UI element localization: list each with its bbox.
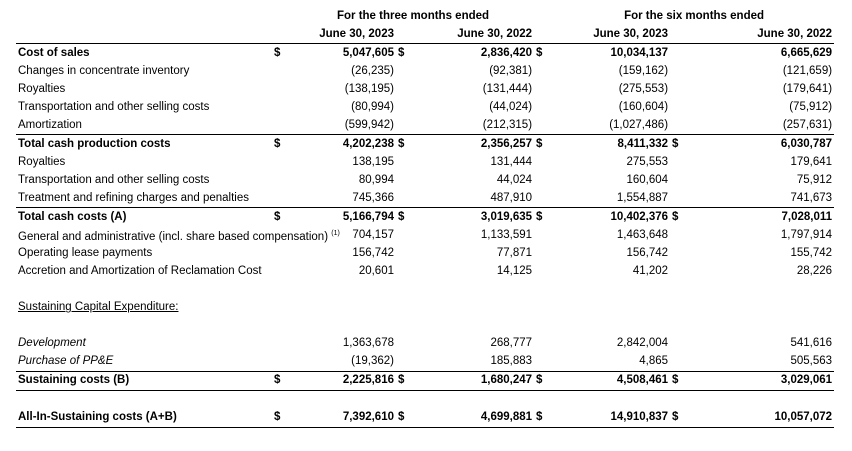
value-6m-2023: 14,910,837 [610, 411, 669, 424]
row-amortization [16, 116, 834, 135]
dollar-sign: $ [272, 208, 292, 227]
value-3m-2023: 138,195 [352, 155, 394, 168]
value-3m-2023: 156,742 [352, 247, 394, 260]
value-6m-2022: 155,742 [790, 247, 833, 260]
value-3m-2023: 5,166,794 [292, 208, 396, 227]
row-total-cash-costs [16, 208, 834, 227]
value-6m-2022: (75,912) [789, 100, 833, 113]
value-6m-2023: 4,508,461 [554, 371, 670, 390]
value-6m-2022: 28,226 [796, 265, 833, 278]
value-6m-2022: 10,057,072 [774, 411, 833, 424]
value-6m-2023: 8,411,332 [554, 135, 670, 154]
dollar-sign: $ [670, 371, 690, 390]
value-3m-2022: 131,444 [490, 155, 533, 168]
dollar-sign: $ [272, 44, 292, 63]
value-3m-2022: (131,444) [482, 82, 533, 95]
header-date-row [16, 25, 834, 44]
row-all-in-sustaining [16, 409, 834, 428]
value-3m-2023: 704,157 [352, 228, 394, 241]
section-heading: Sustaining Capital Expenditure: [18, 301, 179, 314]
value-6m-2023: 1,554,887 [616, 191, 669, 204]
col-6m-2022: June 30, 2022 [690, 25, 834, 44]
value-6m-2023: (160,604) [618, 100, 669, 113]
footnote-marker: (1) [331, 230, 340, 237]
row-label: Transportation and other selling costs [18, 173, 210, 186]
value-3m-2023: 20,601 [358, 265, 394, 278]
row-label: Total cash costs (A) [16, 208, 272, 227]
value-3m-2023: 2,225,816 [292, 371, 396, 390]
value-6m-2023: 160,604 [626, 173, 669, 186]
dollar-sign: $ [396, 208, 416, 227]
value-3m-2023: 4,202,238 [292, 135, 396, 154]
row-royalties-deduction [16, 80, 834, 98]
row-royalties [16, 153, 834, 171]
dollar-sign: $ [536, 411, 543, 424]
dollar-sign: $ [396, 135, 416, 154]
value-6m-2023: 10,034,137 [554, 44, 670, 63]
row-label: Amortization [18, 118, 82, 131]
row-label: All-In-Sustaining costs (A+B) [18, 411, 177, 424]
dollar-sign: $ [272, 135, 292, 154]
row-label: Operating lease payments [18, 247, 153, 260]
value-3m-2022: 2,356,257 [416, 135, 534, 154]
row-operating-lease [16, 245, 834, 263]
dollar-sign: $ [272, 371, 292, 390]
value-3m-2022: 4,699,881 [480, 411, 533, 424]
value-3m-2022: 44,024 [496, 173, 533, 186]
value-3m-2022: 1,680,247 [416, 371, 534, 390]
value-3m-2022: 185,883 [490, 355, 533, 368]
value-3m-2023: (80,994) [351, 100, 394, 113]
value-3m-2022: (212,315) [482, 118, 533, 131]
value-3m-2023: (138,195) [344, 82, 394, 95]
value-3m-2022: 14,125 [496, 265, 533, 278]
dollar-sign: $ [670, 208, 690, 227]
aisc-reconciliation-table [16, 7, 834, 433]
value-6m-2022: 741,673 [790, 191, 833, 204]
value-6m-2022: 179,641 [790, 155, 833, 168]
row-treatment [16, 189, 834, 208]
row-label: Royalties [18, 82, 66, 95]
value-6m-2022: 7,028,011 [690, 208, 834, 227]
row-total-cash-production [16, 135, 834, 154]
row-purchase-ppe [16, 353, 834, 372]
value-6m-2023: (159,162) [618, 64, 669, 77]
six-months-header: For the six months ended [624, 9, 765, 22]
header-group-row [16, 7, 834, 25]
value-6m-2023: 156,742 [626, 247, 669, 260]
value-3m-2023: 745,366 [352, 191, 394, 204]
value-3m-2023: 1,363,678 [342, 337, 394, 350]
row-cost-of-sales [16, 44, 834, 63]
row-label: Treatment and refining charges and penalties [18, 191, 249, 204]
col-3m-2022: June 30, 2022 [416, 25, 534, 44]
value-6m-2023: 10,402,376 [554, 208, 670, 227]
dollar-sign: $ [672, 411, 679, 424]
value-3m-2022: (92,381) [489, 64, 533, 77]
value-6m-2022: 1,797,914 [780, 228, 833, 241]
row-transport [16, 171, 834, 189]
value-6m-2022: 6,665,629 [690, 44, 834, 63]
row-sustaining-costs [16, 371, 834, 390]
row-label [16, 226, 340, 245]
row-development [16, 335, 834, 353]
col-6m-2023: June 30, 2023 [554, 25, 670, 44]
row-label: Total cash production costs [16, 135, 272, 154]
value-6m-2023: (275,553) [618, 82, 669, 95]
value-3m-2022: (44,024) [489, 100, 533, 113]
dollar-sign: $ [396, 44, 416, 63]
row-sustaining-capex-heading [16, 299, 834, 317]
value-3m-2022: 487,910 [490, 191, 533, 204]
dollar-sign: $ [534, 208, 554, 227]
row-label: Changes in concentrate inventory [18, 64, 190, 77]
value-3m-2022: 77,871 [496, 247, 533, 260]
row-label: Royalties [18, 155, 66, 168]
value-3m-2022: 268,777 [490, 337, 533, 350]
value-6m-2023: 2,842,004 [616, 337, 669, 350]
row-change-inventory [16, 62, 834, 80]
value-3m-2023: 80,994 [358, 173, 394, 186]
row-label-text: General and administrative (incl. share based compensation) [18, 230, 329, 243]
row-general-admin [16, 226, 834, 245]
value-6m-2022: 541,616 [790, 337, 833, 350]
value-6m-2022: (121,659) [782, 64, 833, 77]
value-3m-2023: (599,942) [344, 118, 394, 131]
row-label: Accretion and Amortization of Reclamation Cost [18, 265, 262, 278]
dollar-sign: $ [534, 44, 554, 63]
value-6m-2022: 3,029,061 [690, 371, 834, 390]
dollar-sign: $ [396, 371, 416, 390]
value-3m-2022: 2,836,420 [416, 44, 534, 63]
dollar-sign: $ [398, 411, 405, 424]
dollar-sign: $ [274, 411, 281, 424]
dollar-sign: $ [534, 135, 554, 154]
value-6m-2023: (1,027,486) [609, 118, 669, 131]
value-6m-2023: 1,463,648 [616, 228, 669, 241]
row-label: Cost of sales [16, 44, 272, 63]
dollar-sign: $ [670, 135, 690, 154]
value-6m-2023: 4,865 [639, 355, 669, 368]
row-label: Development [18, 337, 86, 350]
row-label: Sustaining costs (B) [16, 371, 272, 390]
value-6m-2022: 505,563 [790, 355, 833, 368]
dollar-sign: $ [534, 371, 554, 390]
row-label: Purchase of PP&E [18, 355, 114, 368]
value-3m-2022: 3,019,635 [416, 208, 534, 227]
value-3m-2023: (26,235) [351, 64, 394, 77]
value-3m-2023: (19,362) [351, 355, 394, 368]
value-6m-2023: 41,202 [632, 265, 669, 278]
value-6m-2023: 275,553 [626, 155, 669, 168]
col-3m-2023: June 30, 2023 [292, 25, 396, 44]
row-transport-deduction [16, 98, 834, 116]
row-label: Transportation and other selling costs [18, 100, 210, 113]
three-months-header: For the three months ended [336, 9, 490, 22]
row-accretion [16, 263, 834, 281]
value-6m-2022: (257,631) [782, 118, 833, 131]
value-6m-2022: (179,641) [782, 82, 833, 95]
value-3m-2022: 1,133,591 [480, 228, 533, 241]
value-6m-2022: 6,030,787 [690, 135, 834, 154]
value-3m-2023: 5,047,605 [292, 44, 396, 63]
value-3m-2023: 7,392,610 [342, 411, 394, 424]
value-6m-2022: 75,912 [796, 173, 833, 186]
